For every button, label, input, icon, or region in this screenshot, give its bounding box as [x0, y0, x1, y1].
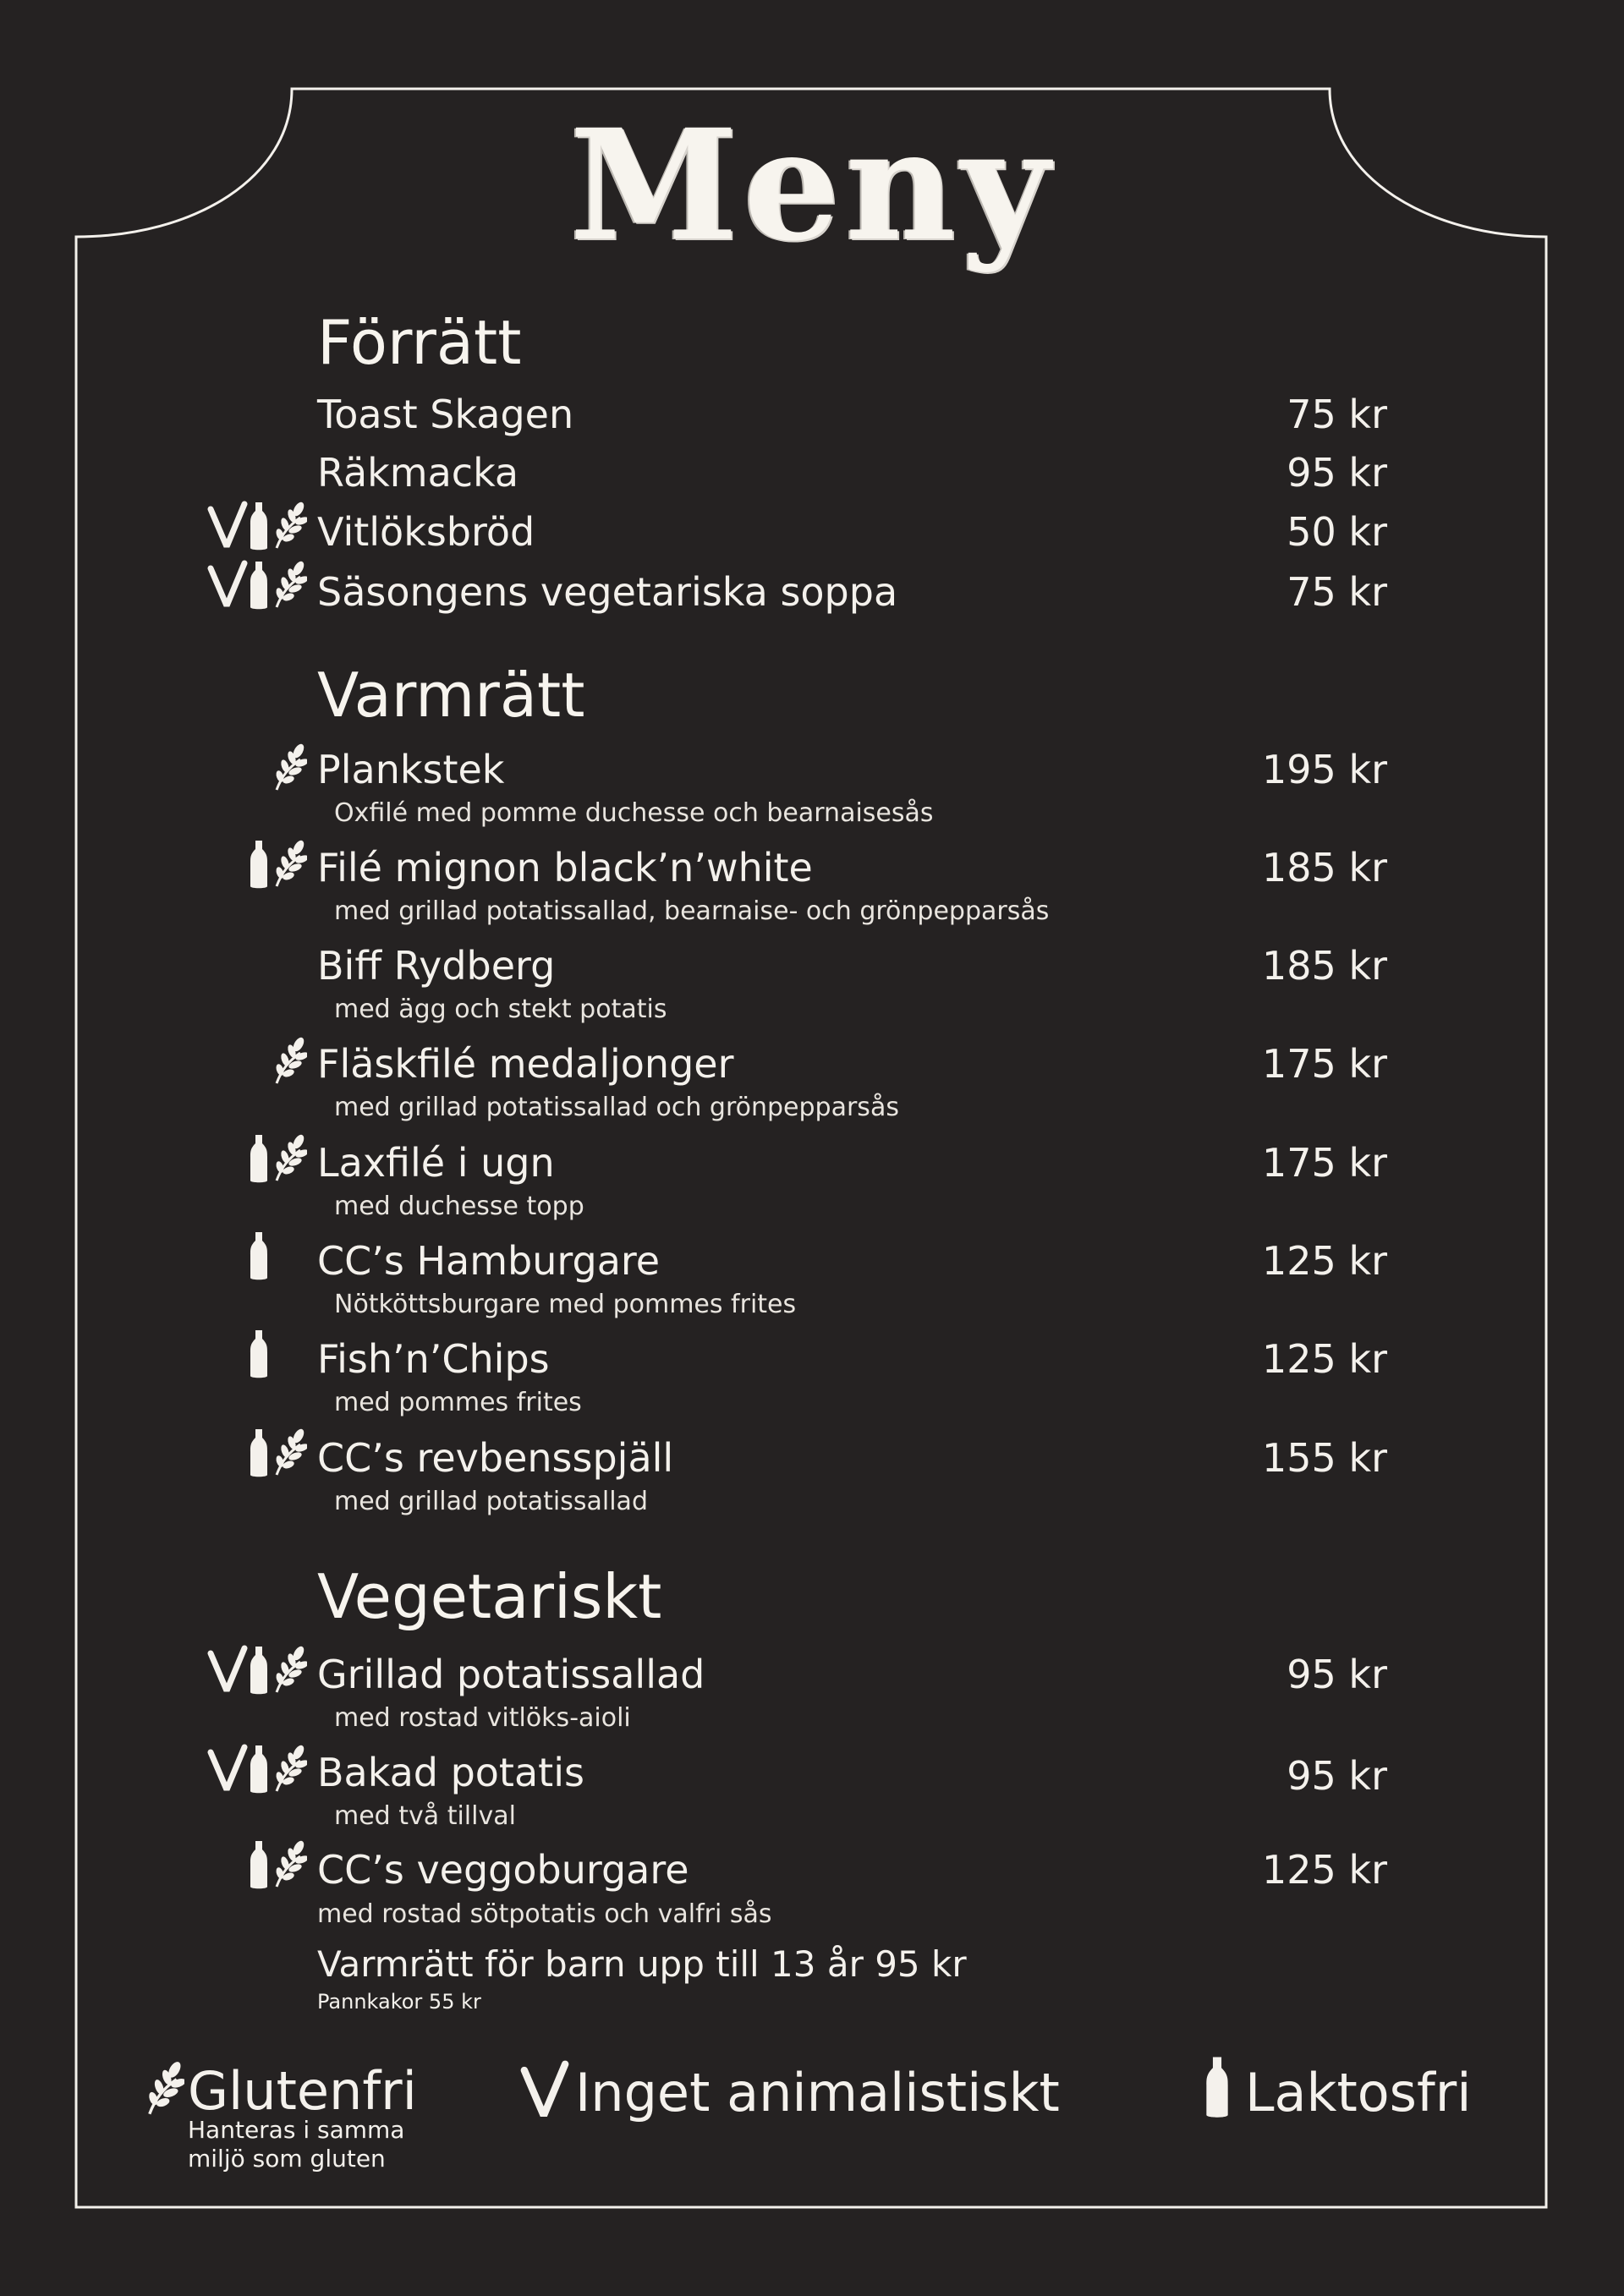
- section-heading-varmratt: Varmrätt: [317, 660, 585, 731]
- item-description: med två tillval: [334, 1801, 516, 1831]
- item-description: Oxfilé med pomme duchesse och bearnaisesås: [334, 798, 934, 828]
- item-name: Bakad potatis: [317, 1750, 584, 1795]
- item-icons: [207, 839, 317, 893]
- section-heading-vegetariskt: Vegetariskt: [317, 1561, 662, 1632]
- legend-lactose-free-label: Laktosfri: [1245, 2062, 1472, 2123]
- vegan-icon: [207, 1645, 248, 1694]
- vegan-icon: [207, 501, 248, 550]
- gluten-free-icon: [273, 1036, 307, 1085]
- item-price: 125 kr: [1262, 1847, 1387, 1893]
- item-price: 95 kr: [1287, 450, 1387, 496]
- item-description: med grillad potatissallad, bearnaise- och grönpepparsås: [334, 896, 1050, 926]
- item-description: med grillad potatissallad: [334, 1487, 648, 1516]
- item-icons: [207, 1744, 317, 1798]
- legend-gluten-free-label: Glutenfri: [188, 2060, 417, 2122]
- item-price: 95 kr: [1287, 1652, 1387, 1697]
- vegan-icon: [207, 560, 248, 609]
- item-price: 175 kr: [1262, 1140, 1387, 1186]
- vegan-icon: [520, 2060, 569, 2119]
- item-price: 125 kr: [1262, 1238, 1387, 1284]
- item-name: Fish’n’Chips: [317, 1336, 550, 1382]
- item-name: Toast Skagen: [317, 392, 574, 437]
- item-name: Säsongens vegetariska soppa: [317, 569, 898, 615]
- gluten-free-icon: [273, 1839, 307, 1888]
- item-name: Räkmacka: [317, 450, 519, 496]
- gluten-free-icon: [273, 1133, 307, 1182]
- item-description: Nötköttsburgare med pommes frites: [334, 1290, 797, 1319]
- item-name: Grillad potatissallad: [317, 1652, 705, 1697]
- item-price: 195 kr: [1262, 747, 1387, 792]
- legend-gluten-free-note: Hanteras i samma: [188, 2116, 405, 2144]
- item-name: CC’s revbensspjäll: [317, 1435, 674, 1481]
- lactose-free-icon: [250, 501, 268, 551]
- item-price: 125 kr: [1262, 1336, 1387, 1382]
- item-description: med pommes frites: [334, 1388, 582, 1417]
- item-name: Fläskfilé medaljonger: [317, 1041, 734, 1087]
- item-name: Laxfilé i ugn: [317, 1140, 555, 1186]
- item-price: 95 kr: [1287, 1753, 1387, 1799]
- item-price: 185 kr: [1262, 845, 1387, 890]
- item-name: CC’s Hamburgare: [317, 1238, 661, 1284]
- item-price: 75 kr: [1287, 569, 1387, 615]
- section-heading-forratt: Förrätt: [317, 307, 522, 378]
- lactose-free-icon: [1205, 2055, 1229, 2119]
- item-description: med ägg och stekt potatis: [334, 995, 667, 1024]
- item-description: med rostad sötpotatis och valfri sås: [317, 1899, 772, 1929]
- item-icons: [207, 1329, 317, 1383]
- legend-vegan-label: Inget animalistiskt: [575, 2062, 1060, 2123]
- item-icons: [207, 1427, 317, 1482]
- lactose-free-icon: [250, 1645, 268, 1696]
- legend-gluten-free-note: miljö som gluten: [188, 2145, 386, 2173]
- lactose-free-icon: [250, 1839, 268, 1890]
- menu-title: Meny: [569, 96, 1055, 275]
- lactose-free-icon: [250, 1133, 268, 1184]
- item-icons: [207, 1839, 317, 1893]
- lactose-free-icon: [250, 560, 268, 611]
- item-name: Vitlöksbröd: [317, 509, 535, 555]
- gluten-free-icon: [273, 743, 307, 792]
- item-name: CC’s veggoburgare: [317, 1847, 689, 1893]
- gluten-free-icon: [273, 560, 307, 609]
- item-price: 75 kr: [1287, 392, 1387, 437]
- item-icons: [207, 1230, 317, 1285]
- gluten-free-icon: [273, 1645, 307, 1694]
- item-description: med duchesse topp: [334, 1192, 584, 1221]
- gluten-free-icon: [273, 1427, 307, 1477]
- lactose-free-icon: [250, 1230, 268, 1281]
- lactose-free-icon: [250, 839, 268, 890]
- lactose-free-icon: [250, 1427, 268, 1478]
- item-name: Biff Rydberg: [317, 943, 556, 989]
- item-name: Plankstek: [317, 747, 505, 792]
- item-icons: [207, 560, 317, 614]
- item-price: 175 kr: [1262, 1041, 1387, 1087]
- item-icons: [207, 1133, 317, 1187]
- vegan-icon: [207, 1744, 248, 1793]
- item-icons: [207, 501, 317, 555]
- item-price: 185 kr: [1262, 943, 1387, 989]
- item-price: 50 kr: [1287, 509, 1387, 555]
- item-icons: [207, 1645, 317, 1699]
- kids-menu-sub: Pannkakor 55 kr: [317, 1990, 481, 2014]
- gluten-free-icon: [273, 1744, 307, 1793]
- item-price: 155 kr: [1262, 1435, 1387, 1481]
- lactose-free-icon: [250, 1329, 268, 1379]
- gluten-free-icon: [273, 839, 307, 888]
- item-name: Filé mignon black’n’white: [317, 845, 813, 890]
- lactose-free-icon: [250, 1744, 268, 1795]
- gluten-free-icon: [273, 501, 307, 550]
- item-icons: [207, 743, 317, 797]
- item-description: med grillad potatissallad och grönpepparsås: [334, 1093, 899, 1122]
- kids-menu-line: Varmrätt för barn upp till 13 år 95 kr: [317, 1943, 967, 1985]
- item-icons: [207, 1036, 317, 1090]
- item-description: med rostad vitlöks-aioli: [334, 1703, 631, 1733]
- gluten-free-icon: [145, 2060, 184, 2116]
